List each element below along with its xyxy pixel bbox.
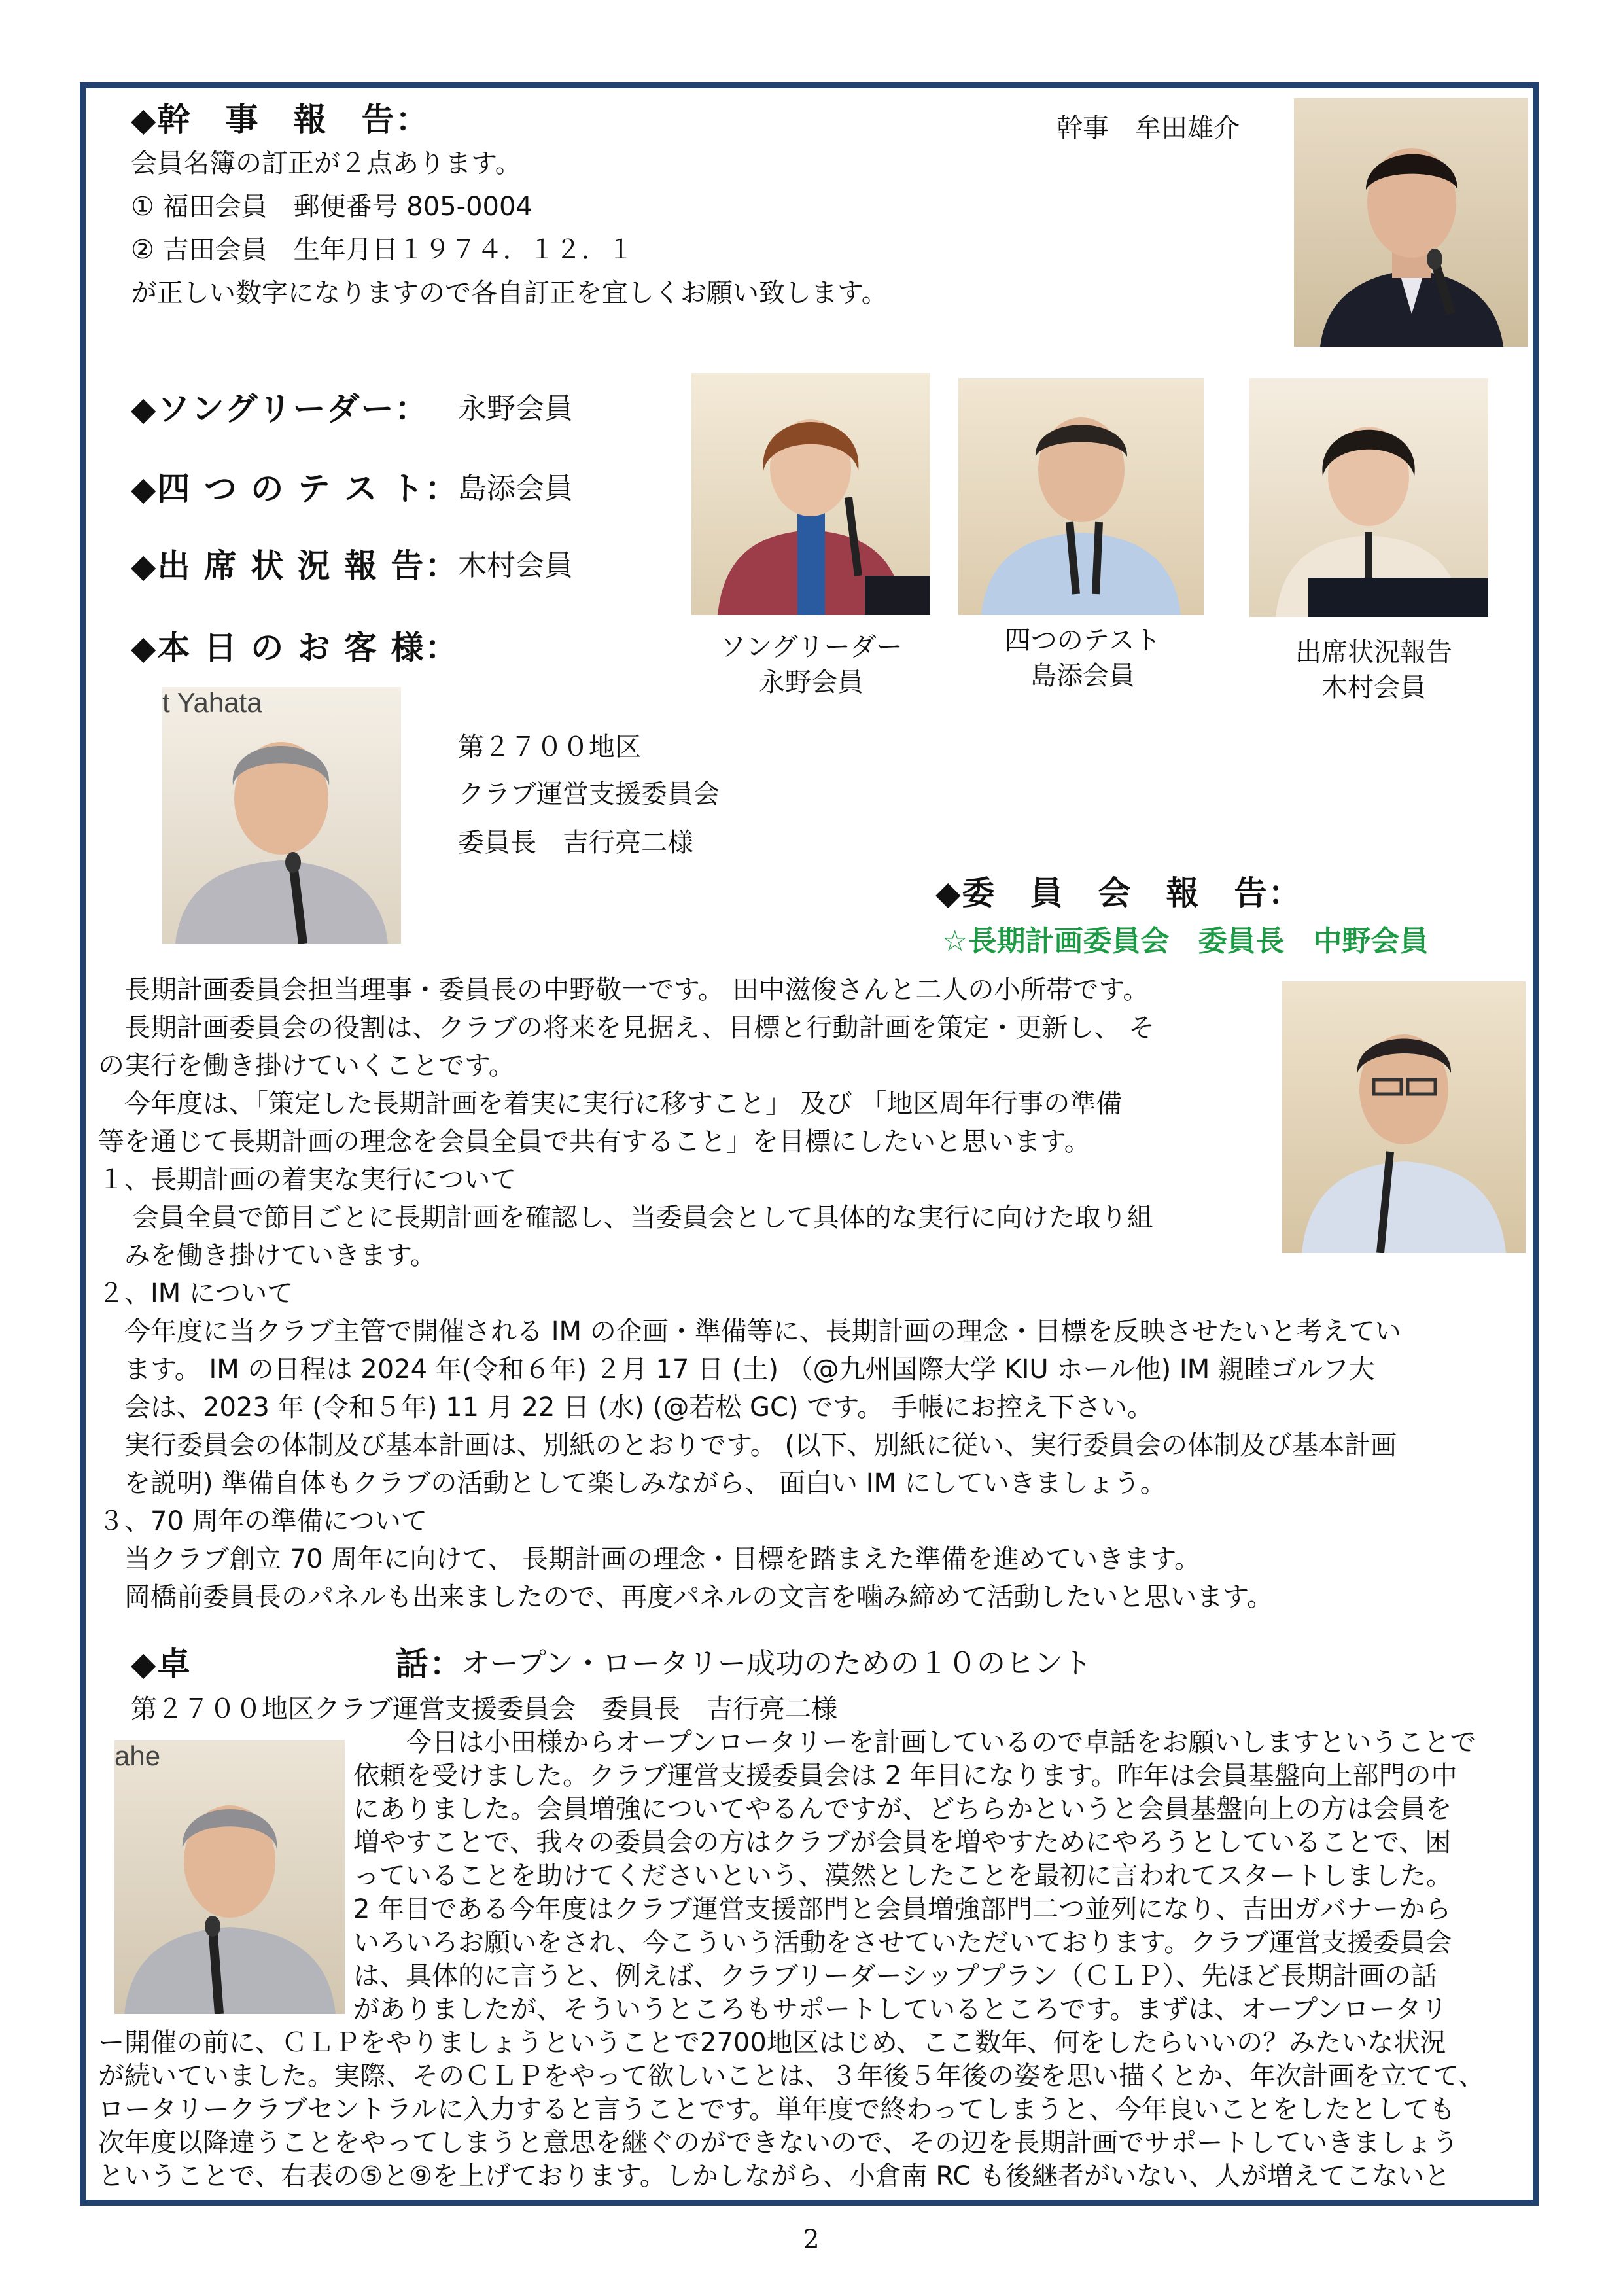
committee-text-1: 長期計画委員会担当理事・委員長の中野敬一です。 田中滋俊さんと二人の小所帯です。 [98,975,1149,1005]
four-way-test-photo [958,378,1204,615]
guest-line-1: 第２７００地区 [458,732,641,762]
speech-text-8: は、具体的に言うと、例えば、クラブリーダーシッププラン（ＣＬＰ）、先ほど長期計画の話 [353,1961,1437,1991]
speech-text-14: ということで、右表の⑤と⑨を上げております。しかしながら、小倉南 RC も後継者がいない、人が増えてこないと [98,2161,1450,2191]
committee-text-7: 会員全員で節目ごとに長期計画を確認し、当委員会として具体的な実行に向けた取り組 [98,1203,1153,1233]
speech-text-11: が続いていました。実際、そのＣＬＰをやって欲しいことは、３年後５年後の姿を思い描くとか、年次計画を立てて、 [98,2061,1485,2091]
committee-subtitle: ☆長期計画委員会 委員長 中野会員 [942,925,1429,958]
speech-text-10: ー開催の前に、ＣＬＰをやりましょうということで2700地区はじめ、ここ数年、何をしたらいいの？みたいな状況 [98,2028,1446,2058]
caption-four-way-test-role: 四つのテスト [1004,626,1161,656]
secretary-line-3: ② 吉田会員 生年月日１９７４．１２．１ [131,235,634,265]
speech-label: ◆卓 話： [131,1645,464,1683]
committee-text-8: みを働き掛けていきます。 [98,1241,436,1271]
committee-text-17: 岡橋前委員長のパネルも出来ましたので、再度パネルの文言を噛み締めて活動したいと思います。 [98,1582,1273,1612]
speech-text-5: っていることを助けてくださいという、漠然としたことを最初に言われてスタートしました。 [353,1861,1452,1891]
secretary-heading: ◆幹 事 報 告： [131,101,430,139]
speech-text-4: 増やすことで、我々の委員会の方はクラブが会員を増やすためにやろうとしていることで、困 [353,1828,1452,1858]
secretary-line-4: が正しい数字になりますので各自訂正を宜しくお願い致します。 [131,278,888,308]
speech-text-7: いろいろお願いをされ、今こういう活動をさせていただいております。クラブ運営支援委員会 [353,1928,1452,1958]
committee-text-9: ２、IM について [98,1279,294,1309]
caption-four-way-test-name: 島添会員 [1030,661,1135,691]
four-way-test-value: 島添会員 [458,472,573,505]
guest-heading: ◆本 日 の お 客 様： [131,629,459,667]
committee-text-2: 長期計画委員会の役割は、クラブの将来を見据え、目標と行動計画を策定・更新し、 そ [98,1013,1155,1043]
attendance-photo [1249,378,1488,617]
caption-attendance-role: 出席状況報告 [1295,637,1452,667]
song-leader-photo [691,373,930,615]
speech-text-9: がありましたが、そういうところもサポートしているところです。まずは、オープンロータリ [353,1994,1448,2024]
guest-line-3: 委員長 吉行亮二様 [458,828,693,858]
committee-text-15: ３、70 周年の準備について [98,1506,427,1536]
secretary-line-2: ① 福田会員 郵便番号 805-0004 [131,192,532,222]
four-way-test-label: ◆四 つ の テ ス ト： [131,470,459,508]
caption-four-way-test [958,623,1207,694]
speech-text-2: 依頼を受けました。クラブ運営支援委員会は 2 年目になります。昨年は会員基盤向上部門の中 [353,1761,1457,1791]
secretary-name: 幹事 牟田雄介 [1056,113,1240,143]
caption-song-leader [687,629,935,700]
guest-photo-sign: t Yahata [162,687,262,718]
speech-text-3: にありました。会員増強についてやるんですが、どちらかというと会員基盤向上の方は会員を [353,1794,1452,1824]
guest-photo [162,687,401,944]
caption-attendance [1249,635,1498,705]
page-number: 2 [803,2225,820,2255]
speech-speaker: 第２７００地区クラブ運営支援委員会 委員長 吉行亮二様 [131,1694,837,1724]
committee-text-5: 等を通じて長期計画の理念を会員全員で共有すること」を目標にしたいと思います。 [98,1127,1091,1157]
guest-line-2: クラブ運営支援委員会 [458,779,720,809]
secretary-photo [1294,98,1528,347]
committee-text-3: の実行を働き掛けていくことです。 [98,1051,515,1081]
speaker-photo-sign: ahe [114,1740,161,1771]
caption-song-leader-name: 永野会員 [759,667,864,698]
committee-text-12: 会は、2023 年 (令和５年) 11 月 22 日 (水) (@若松 GC) です。 手帳にお控え下さい。 [98,1392,1153,1422]
attendance-label: ◆出 席 状 況 報 告： [131,547,459,585]
speaker-photo [114,1740,345,2014]
committee-text-16: 当クラブ創立 70 周年に向けて、 長期計画の理念・目標を踏まえた準備を進めていきます。 [98,1544,1201,1574]
speech-title: オープン・ロータリー成功のための１０のヒント [461,1647,1092,1680]
committee-text-14: を説明) 準備自体もクラブの活動として楽しみながら、 面白い IM にしていきましょう。 [98,1468,1166,1498]
committee-text-6: １、長期計画の着実な実行について [98,1165,517,1195]
committee-text-11: ます。 IM の日程は 2024 年(令和６年) ２月 17 日 (土) （@九州国際大学 KIU ホール他) IM 親睦ゴルフ大 [98,1354,1375,1385]
speech-text-1: 今日は小田様からオープンロータリーを計画しているので卓話をお願いしますということで [353,1727,1476,1757]
attendance-value: 木村会員 [458,549,573,582]
secretary-line-1: 会員名簿の訂正が２点あります。 [131,149,521,179]
speech-text-12: ロータリークラブセントラルに入力すると言うことです。単年度で終わってしまうと、今年良いことをしたとしても [98,2094,1456,2125]
speech-text-6: 2 年目である今年度はクラブ運営支援部門と会員増強部門二つ並列になり、吉田ガバナーから [353,1894,1452,1924]
song-leader-label: ◆ソングリーダー： [131,390,429,428]
caption-attendance-name: 木村会員 [1321,673,1426,703]
committee-text-13: 実行委員会の体制及び基本計画は、別紙のとおりです。 (以下、別紙に従い、実行委員会の体制及び基本計画 [98,1430,1397,1460]
committee-heading: ◆委 員 会 報 告： [935,874,1302,912]
speech-text-13: 次年度以降違うことをやってしまうと意思を継ぐのができないので、その辺を長期計画でサポートしていきましょう [98,2128,1459,2158]
committee-text-4: 今年度は、「策定した長期計画を着実に実行に移すこと」 及び 「地区周年行事の準備 [98,1089,1123,1119]
committee-chair-photo [1282,981,1526,1253]
song-leader-value: 永野会員 [458,392,573,425]
caption-song-leader-role: ソングリーダー [720,632,903,662]
committee-text-10: 今年度に当クラブ主管で開催される IM の企画・準備等に、長期計画の理念・目標を反映させたいと考えてい [98,1316,1401,1347]
